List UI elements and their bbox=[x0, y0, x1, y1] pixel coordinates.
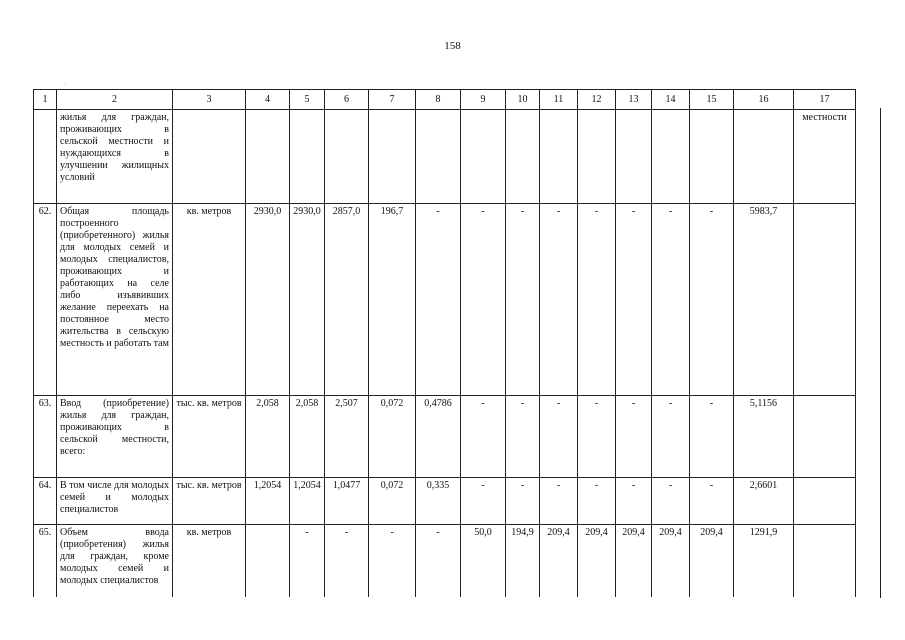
total-cell: 5,1156 bbox=[734, 396, 794, 478]
table-row bbox=[34, 110, 856, 204]
note-cell bbox=[794, 396, 856, 478]
value-cell: 2,058 bbox=[290, 396, 325, 478]
value-cell: - bbox=[461, 478, 506, 525]
column-header: 5 bbox=[290, 90, 325, 110]
total-cell bbox=[734, 110, 794, 204]
table-row bbox=[34, 204, 856, 396]
note-cell: местности bbox=[794, 110, 856, 204]
value-cell: - bbox=[616, 478, 652, 525]
column-header: 13 bbox=[616, 90, 652, 110]
value-cell: - bbox=[690, 204, 734, 396]
value-cell bbox=[690, 110, 734, 204]
table-row bbox=[34, 478, 856, 525]
value-cell: 0,072 bbox=[369, 478, 416, 525]
column-header: 12 bbox=[578, 90, 616, 110]
value-cell: - bbox=[652, 396, 690, 478]
table-row bbox=[34, 525, 856, 597]
value-cell bbox=[506, 110, 540, 204]
value-cell bbox=[616, 110, 652, 204]
value-cell: 209,4 bbox=[652, 525, 690, 597]
value-cell: - bbox=[369, 525, 416, 597]
page-number: 158 bbox=[444, 40, 461, 52]
value-cell: 0,335 bbox=[416, 478, 461, 525]
row-number bbox=[34, 110, 57, 204]
total-cell: 1291,9 bbox=[734, 525, 794, 597]
value-cell: 2930,0 bbox=[246, 204, 290, 396]
note-cell bbox=[794, 525, 856, 597]
row-number: 65. bbox=[34, 525, 57, 597]
value-cell: - bbox=[416, 204, 461, 396]
page-right-border bbox=[880, 108, 881, 598]
value-cell: - bbox=[461, 204, 506, 396]
value-cell bbox=[540, 110, 578, 204]
column-header: 14 bbox=[652, 90, 690, 110]
value-cell: 194,9 bbox=[506, 525, 540, 597]
value-cell: - bbox=[652, 478, 690, 525]
value-cell: 0,4786 bbox=[416, 396, 461, 478]
value-cell: - bbox=[540, 204, 578, 396]
value-cell: - bbox=[290, 525, 325, 597]
unit-cell: тыс. кв. метров bbox=[173, 478, 246, 525]
value-cell: 2930,0 bbox=[290, 204, 325, 396]
value-cell bbox=[416, 110, 461, 204]
value-cell: - bbox=[690, 396, 734, 478]
unit-cell: тыс. кв. метров bbox=[173, 396, 246, 478]
indicator-name: Ввод (приобретение) жилья для граждан, проживающих в сельской местности, всего: bbox=[57, 396, 173, 478]
value-cell: 1,0477 bbox=[325, 478, 369, 525]
value-cell: 209,4 bbox=[578, 525, 616, 597]
value-cell bbox=[246, 525, 290, 597]
column-header: 15 bbox=[690, 90, 734, 110]
value-cell: - bbox=[578, 396, 616, 478]
column-header: 2 bbox=[57, 90, 173, 110]
value-cell: - bbox=[652, 204, 690, 396]
note-cell bbox=[794, 204, 856, 396]
scan-dot: · bbox=[64, 82, 66, 88]
value-cell: 1,2054 bbox=[290, 478, 325, 525]
value-cell bbox=[290, 110, 325, 204]
value-cell: 209,4 bbox=[540, 525, 578, 597]
column-header: 7 bbox=[369, 90, 416, 110]
total-cell: 5983,7 bbox=[734, 204, 794, 396]
column-header: 6 bbox=[325, 90, 369, 110]
column-header: 10 bbox=[506, 90, 540, 110]
column-number-row bbox=[34, 90, 856, 110]
value-cell: - bbox=[461, 396, 506, 478]
indicator-name: жилья для граждан, проживающих в сельской местности и нуждающихся в улучшении жилищных условий bbox=[57, 110, 173, 204]
unit-cell: кв. метров bbox=[173, 525, 246, 597]
value-cell: - bbox=[540, 478, 578, 525]
value-cell: - bbox=[506, 204, 540, 396]
column-header: 3 bbox=[173, 90, 246, 110]
value-cell bbox=[246, 110, 290, 204]
value-cell bbox=[461, 110, 506, 204]
column-header: 4 bbox=[246, 90, 290, 110]
indicator-name: Общая площадь построенного (приобретенного) жилья для молодых семей и молодых специалистов, проживающих и работающих на селе либо изъявивших желание переехать на постоянное место жительства в сельскую местность и работать там bbox=[57, 204, 173, 396]
value-cell: 2857,0 bbox=[325, 204, 369, 396]
note-cell bbox=[794, 478, 856, 525]
value-cell: - bbox=[616, 396, 652, 478]
value-cell: - bbox=[506, 478, 540, 525]
value-cell: - bbox=[325, 525, 369, 597]
row-number: 64. bbox=[34, 478, 57, 525]
row-number: 63. bbox=[34, 396, 57, 478]
column-header: 9 bbox=[461, 90, 506, 110]
value-cell: - bbox=[578, 204, 616, 396]
value-cell: - bbox=[506, 396, 540, 478]
value-cell: 50,0 bbox=[461, 525, 506, 597]
unit-cell bbox=[173, 110, 246, 204]
table-row bbox=[34, 396, 856, 478]
value-cell: 0,072 bbox=[369, 396, 416, 478]
column-header: 16 bbox=[734, 90, 794, 110]
value-cell: 2,058 bbox=[246, 396, 290, 478]
value-cell: 209,4 bbox=[690, 525, 734, 597]
column-header: 11 bbox=[540, 90, 578, 110]
value-cell: - bbox=[416, 525, 461, 597]
indicator-name: Объем ввода (приобретения) жилья для граждан, кроме молодых семей и молодых специалистов bbox=[57, 525, 173, 597]
indicator-name: В том числе для молодых семей и молодых специалистов bbox=[57, 478, 173, 525]
row-number: 62. bbox=[34, 204, 57, 396]
value-cell: 1,2054 bbox=[246, 478, 290, 525]
value-cell bbox=[325, 110, 369, 204]
value-cell: - bbox=[578, 478, 616, 525]
value-cell bbox=[578, 110, 616, 204]
value-cell bbox=[652, 110, 690, 204]
total-cell: 2,6601 bbox=[734, 478, 794, 525]
value-cell: 209,4 bbox=[616, 525, 652, 597]
value-cell: - bbox=[540, 396, 578, 478]
column-header: 17 bbox=[794, 90, 856, 110]
value-cell: 196,7 bbox=[369, 204, 416, 396]
value-cell: - bbox=[690, 478, 734, 525]
value-cell: - bbox=[616, 204, 652, 396]
column-header: 8 bbox=[416, 90, 461, 110]
indicators-table bbox=[33, 89, 856, 597]
value-cell: 2,507 bbox=[325, 396, 369, 478]
value-cell bbox=[369, 110, 416, 204]
unit-cell: кв. метров bbox=[173, 204, 246, 396]
column-header: 1 bbox=[34, 90, 57, 110]
